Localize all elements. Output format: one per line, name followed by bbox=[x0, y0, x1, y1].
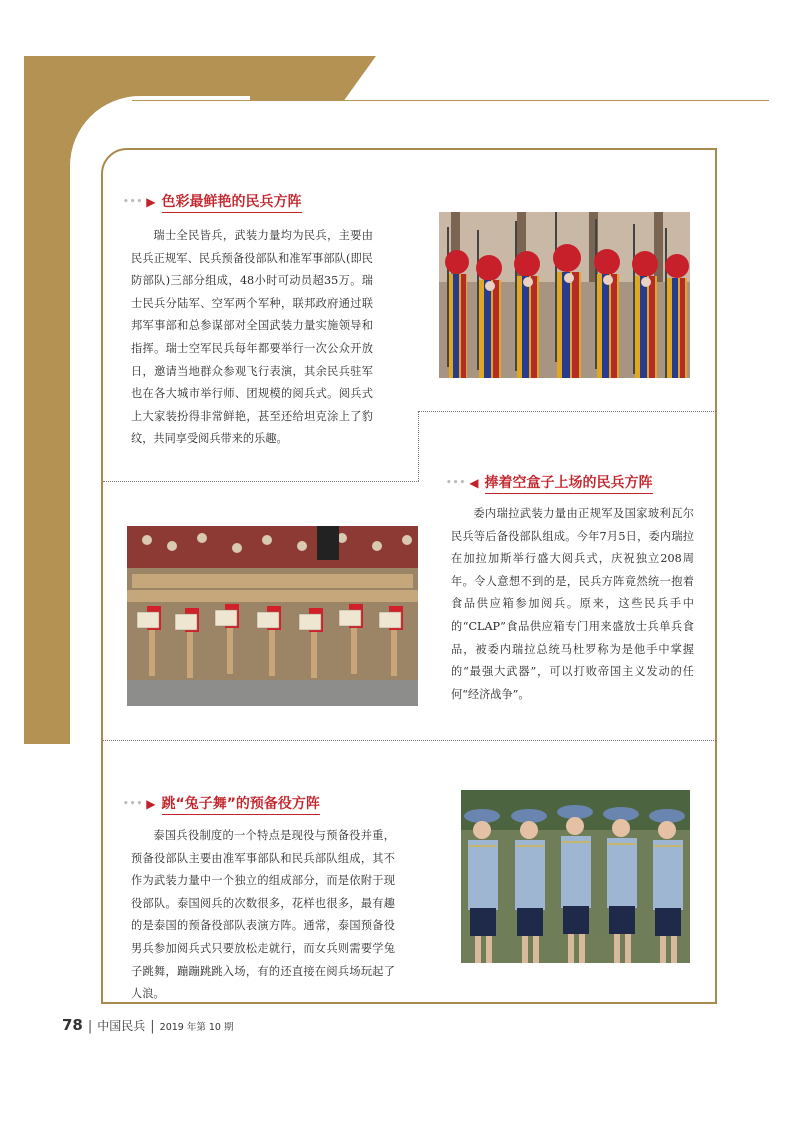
dots-icon: ••• bbox=[446, 478, 467, 488]
divider-upper-left bbox=[103, 481, 419, 482]
section-body-switzerland: 瑞士全民皆兵，武装力量均为民兵，主要由民兵正规军、民兵预备役部队和准军事部队(即民防部队)三部分组成，48小时可动员超35万。瑞士民兵分陆军、空军两个军种，联邦政府通过联邦军事部和总参谋部对全国武装力量实施领导和指挥。瑞士空军民兵每年都要举行一次公众开放日，邀请当地群众参观飞行表演，其余民兵驻军也在各大城市举行师、团规模的阅兵式。阅兵式上大家装扮得非常鲜艳，甚至还给坦克涂上了豹纹，共同享受阅兵带来的乐趣。 bbox=[131, 229, 373, 446]
divider-lower bbox=[103, 740, 716, 741]
page-footer bbox=[62, 1016, 234, 1034]
section-body-venezuela: 委内瑞拉武装力量由正规军及国家玻利瓦尔民兵等后备役部队组成。今年7月5日，委内瑞拉在加拉加斯举行盛大阅兵式，庆祝独立208周年。令人意想不到的是，民兵方阵竟然统一抱着食品供应箱参加阅兵。原来，这些民兵手中的“CLAP”食品供应箱专门用来盛放士兵单兵食品，被委内瑞拉总统马杜罗称为是他手中掌握的“最强大武器”，可以打败帝国主义发动的任何“经济战争”。 bbox=[451, 507, 694, 701]
triangle-right-icon: ▶ bbox=[146, 797, 156, 811]
section-heading-thailand bbox=[123, 793, 320, 815]
magazine-name: 中国民兵 bbox=[97, 1019, 146, 1033]
dots-icon: ••• bbox=[123, 197, 144, 207]
footer-separator: | bbox=[87, 1019, 93, 1034]
decorative-gold-sidebar bbox=[24, 56, 70, 744]
section-title: 色彩最鲜艳的民兵方阵 bbox=[162, 191, 302, 213]
section-body-thailand: 泰国兵役制度的一个特点是现役与预备役并重，预备役部队主要由准军事部队和民兵部队组成，其不作为武装力量中一个独立的组成部分，而是依附于现役部队。泰国阅兵的次数很多，花样也很多，最有趣的是泰国的预备役部队表演方阵。通常，泰国预备役男兵参加阅兵式只要放松走就行，而女兵则需要学兔子跳舞，蹦蹦跳跳入场，有的还直接在阅兵场玩起了人浪。 bbox=[131, 829, 395, 1001]
photo-swiss-guards bbox=[439, 212, 690, 378]
divider-vertical bbox=[418, 411, 419, 481]
section-heading-venezuela bbox=[446, 472, 653, 494]
section-title: 跳“兔子舞”的预备役方阵 bbox=[162, 793, 320, 815]
triangle-right-icon: ▶ bbox=[146, 195, 156, 209]
divider-upper-right bbox=[419, 411, 716, 412]
section-title: 捧着空盒子上场的民兵方阵 bbox=[485, 472, 653, 494]
section-heading-switzerland bbox=[123, 191, 302, 213]
triangle-left-icon: ◀ bbox=[469, 476, 479, 490]
photo-venezuela-militia bbox=[127, 526, 418, 706]
top-rule-line bbox=[132, 100, 769, 101]
issue-label: 2019 年第 10 期 bbox=[159, 1022, 234, 1033]
dots-icon: ••• bbox=[123, 799, 144, 809]
decorative-gold-band bbox=[24, 56, 376, 100]
photo-thai-reserve-women bbox=[461, 790, 690, 963]
page-number: 78 bbox=[62, 1016, 83, 1034]
footer-separator: | bbox=[150, 1019, 155, 1034]
